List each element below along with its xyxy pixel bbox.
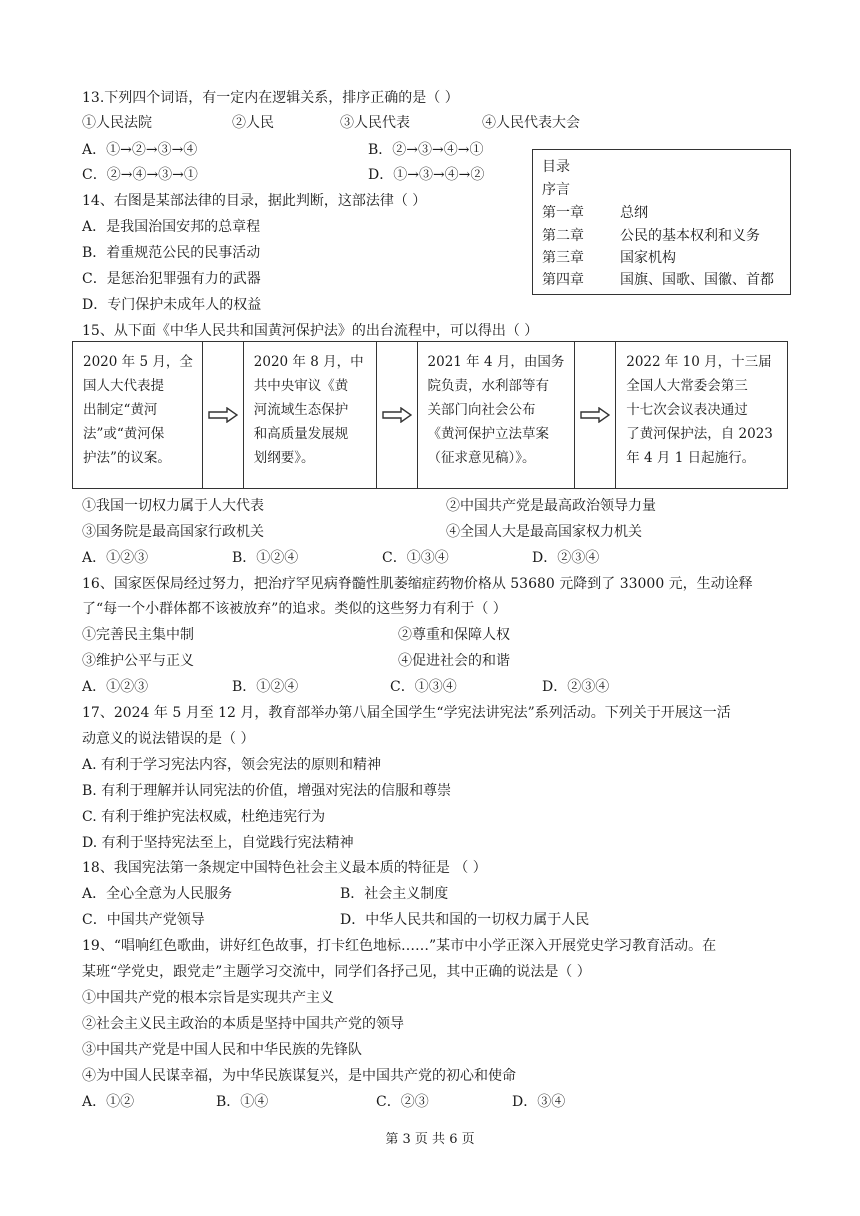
flow-step-2 [243, 342, 376, 488]
q14-option-c: C．是惩治犯罪强有力的武器 [82, 271, 261, 287]
flow-line: 出制定“黄河 [83, 402, 158, 418]
q15-item-3: ③国务院是最高国家行政机关 [82, 524, 264, 540]
q16-option-b: B．①②④ [232, 679, 299, 695]
page-number: 第 3 页 共 6 页 [385, 1132, 475, 1147]
q19-stem-line-1: 19、“唱响红色歌曲，讲好红色故事，打卡红色地标……”某市中小学正深入开展党史学习教育活动。在 [82, 938, 717, 954]
toc-chapter: 第一章 [542, 205, 584, 221]
law-toc-box [532, 149, 791, 295]
flow-line: 2020 年 5 月，全 [83, 354, 193, 370]
right-arrow-icon [208, 407, 238, 423]
q18-option-d: D．中华人民共和国的一切权力属于人民 [340, 912, 590, 928]
q19-item-3: ③中国共产党是中国人民和中华民族的先锋队 [82, 1042, 362, 1058]
q13-item-3: ③人民代表 [340, 115, 410, 131]
q13-item-2: ②人民 [232, 115, 274, 131]
flow-line: 划纲要》。 [253, 450, 315, 466]
flow-line: 十七次会议表决通过 [626, 402, 748, 418]
q17-stem-line-2: 动意义的说法错误的是（ ） [82, 731, 255, 747]
q15-item-4: ④全国人大是最高国家权力机关 [446, 524, 642, 540]
flow-step-3 [417, 342, 575, 488]
q19-option-b: B．①④ [216, 1094, 269, 1110]
q15-item-2: ②中国共产党是最高政治领导力量 [446, 498, 656, 514]
flow-line: 护法”的议案。 [83, 450, 171, 466]
q13-option-a: A．①→②→③→④ [82, 142, 198, 158]
q17-stem-line-1: 17、2024 年 5 月至 12 月，教育部举办第八届全国学生“学宪法讲宪法”系列活动。下列关于开展这一活 [82, 705, 731, 721]
q15-item-1: ①我国一切权力属于人大代表 [82, 498, 264, 514]
toc-row [542, 248, 676, 268]
flow-line: 国人大代表提 [83, 378, 164, 394]
q13-option-b: B．②→③→④→① [368, 142, 484, 158]
q14-option-a: A．是我国治国安邦的总章程 [82, 219, 261, 235]
toc-chapter-name: 国家机构 [620, 250, 676, 266]
flow-step-1 [73, 342, 202, 488]
q19-stem-line-2: 某班“学党史，跟党走”主题学习交流中，同学们各抒己见，其中正确的说法是（ ） [82, 964, 591, 980]
q13-option-c: C．②→④→③→① [82, 167, 198, 183]
toc-row [542, 270, 774, 290]
flow-line: 共中央审议《黄 [253, 378, 349, 394]
flow-line: （征求意见稿）》。 [427, 450, 536, 466]
flow-line: 2020 年 8 月，中 [253, 354, 364, 370]
q15-stem: 15、从下面《中华人民共和国黄河保护法》的出台流程中，可以得出（ ） [82, 323, 539, 339]
q16-option-a: A．①②③ [82, 679, 149, 695]
q17-option-d: D. 有利于坚持宪法至上，自觉践行宪法精神 [82, 835, 354, 851]
right-arrow-icon [580, 407, 610, 423]
flow-line: 2022 年 10 月，十三届 [626, 354, 772, 370]
q18-stem: 18、我国宪法第一条规定中国特色社会主义最本质的特征是 （ ） [82, 860, 487, 876]
q19-option-a: A．①② [82, 1094, 135, 1110]
q16-item-4: ④促进社会的和谐 [398, 653, 510, 669]
q17-option-b: B. 有利于理解并认同宪法的价值，增强对宪法的信服和尊崇 [82, 783, 452, 799]
q13-item-4: ④人民代表大会 [482, 115, 580, 131]
flow-line: 《黄河保护立法草案 [427, 426, 550, 442]
q14-option-b: B．着重规范公民的民事活动 [82, 245, 261, 261]
toc-row [542, 203, 648, 223]
toc-chapter-name: 总纲 [620, 205, 648, 221]
flow-line: 法”或“黄河保 [83, 426, 165, 442]
flow-arrow [376, 342, 417, 488]
q14-option-d: D．专门保护未成年人的权益 [82, 297, 262, 313]
q15-option-b: B．①②④ [232, 550, 299, 566]
q16-item-2: ②尊重和保障人权 [398, 627, 510, 643]
toc-chapter: 第二章 [542, 228, 584, 244]
q18-option-b: B．社会主义制度 [340, 886, 449, 902]
toc-row [542, 226, 760, 246]
q19-item-4: ④为中国人民谋幸福，为中华民族谋复兴，是中国共产党的初心和使命 [82, 1068, 516, 1084]
flow-line: 关部门向社会公布 [427, 402, 536, 418]
q15-option-d: D．②③④ [532, 550, 600, 566]
flow-line: 院负责，水利部等有 [427, 378, 550, 394]
q16-option-d: D．②③④ [542, 679, 610, 695]
q13-option-d: D．①→③→④→② [368, 167, 485, 183]
q15-flow-table [72, 341, 788, 489]
q14-stem: 14、右图是某部法律的目录，据此判断，这部法律（ ） [82, 193, 427, 209]
toc-title: 目录 [542, 159, 570, 175]
q13-item-1: ①人民法院 [82, 115, 152, 131]
q18-option-c: C．中国共产党领导 [82, 912, 205, 928]
toc-chapter: 第三章 [542, 250, 584, 266]
toc-chapter-name: 国旗、国歌、国徽、首都 [620, 272, 774, 288]
q19-option-d: D．③④ [512, 1094, 566, 1110]
toc-chapter-name: 公民的基本权利和义务 [620, 228, 760, 244]
q16-item-1: ①完善民主集中制 [82, 627, 194, 643]
q16-item-3: ③维护公平与正义 [82, 653, 194, 669]
flow-line: 和高质量发展规 [253, 426, 349, 442]
flow-line: 了黄河保护法，自 2023 [626, 426, 773, 442]
flow-arrow [574, 342, 615, 488]
flow-line: 年 4 月 1 日起施行。 [626, 450, 756, 466]
q17-option-c: C. 有利于维护宪法权威，杜绝违宪行为 [82, 809, 326, 825]
flow-step-4 [615, 342, 787, 488]
q19-item-1: ①中国共产党的根本宗旨是实现共产主义 [82, 990, 334, 1006]
q15-option-c: C．①③④ [382, 550, 449, 566]
flow-line: 全国人大常委会第三 [626, 378, 748, 394]
q16-stem-line-2: 了“每一个小群体都不该被放弃”的追求。类似的这些努力有利于（ ） [82, 601, 507, 617]
q16-stem-line-1: 16、国家医保局经过努力，把治疗罕见病脊髓性肌萎缩症药物价格从 53680 元降到了 33000 元，生动诠释 [82, 576, 753, 592]
q18-option-a: A．全心全意为人民服务 [82, 886, 233, 902]
q15-option-a: A．①②③ [82, 550, 149, 566]
flow-arrow [202, 342, 243, 488]
toc-chapter: 第四章 [542, 272, 584, 288]
toc-preface: 序言 [542, 182, 570, 198]
q19-option-c: C．②③ [376, 1094, 429, 1110]
flow-line: 2021 年 4 月，由国务 [427, 354, 565, 370]
right-arrow-icon [382, 407, 412, 423]
q13-stem: 13.下列四个词语，有一定内在逻辑关系，排序正确的是（ ） [82, 90, 459, 106]
q19-item-2: ②社会主义民主政治的本质是坚持中国共产党的领导 [82, 1016, 404, 1032]
flow-line: 河流域生态保护 [253, 402, 349, 418]
q17-option-a: A. 有利于学习宪法内容，领会宪法的原则和精神 [82, 757, 382, 773]
q16-option-c: C．①③④ [390, 679, 457, 695]
